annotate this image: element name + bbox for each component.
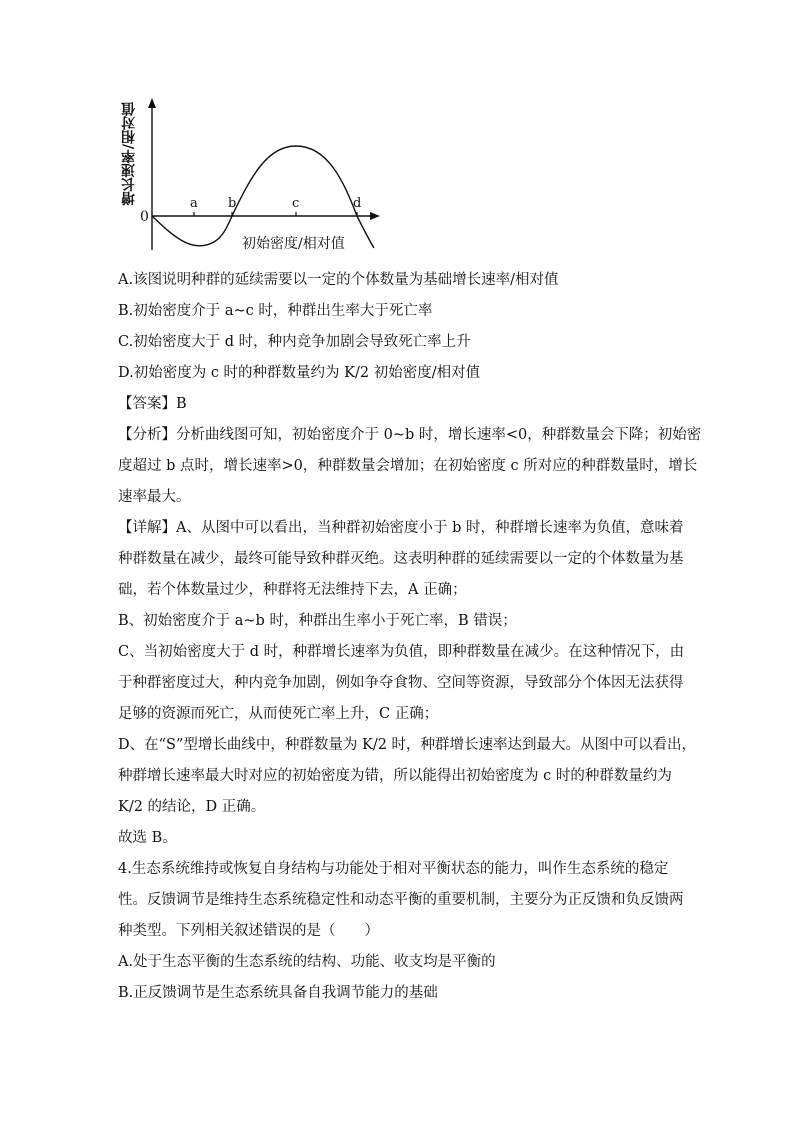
- detail-line: 种群增长速率最大时对应的初始密度为错，所以能得出初始密度为 c 时的种群数量约为: [118, 768, 672, 784]
- detail-line: 【详解】A、从图中可以看出，当种群初始密度小于 b 时，种群增长速率为负值，意味着: [118, 520, 684, 536]
- point-label-d: d: [353, 196, 362, 211]
- y-axis-arrow: [148, 98, 156, 108]
- option-a: A.该图说明种群的延续需要以一定的个体数量为基础增长速率/相对值: [118, 272, 559, 288]
- origin-label: 0: [140, 209, 149, 225]
- question4-line: 4.生态系统维持或恢复自身结构与功能处于相对平衡状态的能力，叫作生态系统的稳定: [118, 861, 669, 877]
- option-d: D.初始密度为 c 时的种群数量约为 K/2 初始密度/相对值: [118, 365, 481, 381]
- y-axis-label: 增长速率/相对值: [121, 102, 137, 206]
- question4-option-a: A.处于生态平衡的生态系统的结构、功能、收支均是平衡的: [118, 954, 496, 970]
- answer-line: 【答案】B: [118, 396, 187, 412]
- question4-line: 性。反馈调节是维持生态系统稳定性和动态平衡的重要机制，主要分为正反馈和负反馈两: [118, 892, 684, 908]
- point-label-c: c: [292, 196, 300, 211]
- detail-line: 故选 B。: [118, 830, 177, 846]
- point-label-b: b: [228, 196, 237, 211]
- y-axis-label-wrap: [118, 102, 140, 222]
- question-body: [118, 265, 702, 1009]
- x-axis-label: 初始密度/相对值: [242, 236, 345, 252]
- analysis-line: 【分析】分析曲线图可知，初始密度介于 0~b 时，增长速率<0，种群数量会下降；初始密: [118, 427, 702, 443]
- detail-line: K/2 的结论，D 正确。: [118, 799, 266, 815]
- detail-line: C、当初始密度大于 d 时，种群增长速率为负值，即种群数量在减少。在这种情况下，由: [118, 644, 685, 660]
- analysis-line: 速率最大。: [118, 489, 191, 505]
- growth-rate-figure: [118, 90, 408, 265]
- question4-line: 种类型。下列相关叙述错误的是（ ）: [118, 923, 379, 939]
- x-axis-arrow: [370, 212, 380, 220]
- detail-line: B、初始密度介于 a~b 时，种群出生率小于死亡率，B 错误；: [118, 613, 517, 629]
- detail-line: 足够的资源而死亡，从而使死亡率上升，C 正确；: [118, 706, 439, 722]
- detail-line: 于种群密度过大，种内竞争加剧，例如争夺食物、空间等资源，导致部分个体因无法获得: [118, 675, 684, 691]
- option-b: B.初始密度介于 a~c 时，种群出生率大于死亡率: [118, 303, 433, 319]
- point-label-a: a: [190, 196, 198, 211]
- analysis-line: 度超过 b 点时，增长速率>0，种群数量会增加；在初始密度 c 所对应的种群数量时，增长: [118, 458, 698, 474]
- detail-line: D、在“S”型增长曲线中，种群数量为 K/2 时，种群增长速率达到最大。从图中可以看出，: [118, 737, 697, 753]
- option-c: C.初始密度大于 d 时，种内竞争加剧会导致死亡率上升: [118, 334, 471, 350]
- detail-line: 础，若个体数量过少，种群将无法维持下去，A 正确；: [118, 582, 467, 598]
- question4-option-b: B.正反馈调节是生态系统具备自我调节能力的基础: [118, 985, 438, 1001]
- detail-line: 种群数量在减少，最终可能导致种群灭绝。这表明种群的延续需要以一定的个体数量为基: [118, 551, 684, 567]
